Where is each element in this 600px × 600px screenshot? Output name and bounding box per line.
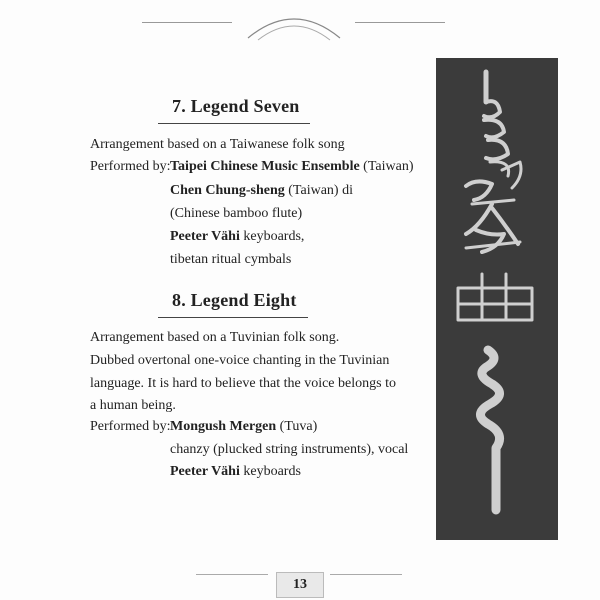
performer-name: Mongush Mergen [170, 419, 277, 434]
performed-by-label-8: Performed by: [90, 419, 171, 434]
arrangement-text-7: Arrangement based on a Taiwanese folk song [90, 137, 345, 152]
performer-name: Peeter Vähi [170, 229, 240, 244]
heading-underline-7 [158, 123, 310, 124]
performer-detail: (Tuva) [276, 419, 318, 434]
section-heading-8: 8. Legend Eight [172, 290, 297, 310]
performer-detail: keyboards, [239, 229, 305, 244]
footer-rule-left [196, 574, 268, 575]
top-rule-right [355, 22, 445, 23]
performer-line [170, 418, 317, 436]
performer-name: Chen Chung-sheng [170, 183, 285, 198]
performer-line [170, 205, 302, 223]
heading-underline-8 [158, 317, 308, 318]
section-heading-7: 7. Legend Seven [172, 96, 300, 116]
performer-name: Peeter Vähi [170, 464, 240, 479]
footer-rule-right [330, 574, 402, 575]
calligraphy-icon [436, 58, 558, 540]
performer-line [170, 441, 408, 459]
performer-detail: chanzy (plucked string instruments), vocal [170, 442, 409, 457]
description-line: Dubbed overtonal one-voice chanting in the Tuvinian [90, 353, 390, 368]
performer-detail: (Taiwan) [359, 159, 414, 174]
performer-detail: (Chinese bamboo flute) [170, 206, 303, 221]
top-rule-left [142, 22, 232, 23]
calligraphy-panel [436, 58, 558, 540]
description-line: a human being. [90, 398, 176, 413]
performer-line [170, 158, 414, 176]
top-arc-ornament [244, 8, 344, 48]
performer-line [170, 228, 304, 246]
performed-by-label-7: Performed by: [90, 159, 171, 174]
performer-detail: tibetan ritual cymbals [170, 252, 292, 267]
arrangement-text-8: Arrangement based on a Tuvinian folk song. [90, 330, 340, 345]
performer-line [170, 251, 291, 269]
performer-line [170, 463, 301, 481]
page-number: 13 [276, 572, 324, 598]
performer-detail: keyboards [239, 464, 301, 479]
performer-line [170, 182, 353, 200]
performer-name: Taipei Chinese Music Ensemble [170, 159, 360, 174]
performer-detail: (Taiwan) di [284, 183, 353, 198]
description-line: language. It is hard to believe that the voice belongs to [90, 376, 396, 391]
